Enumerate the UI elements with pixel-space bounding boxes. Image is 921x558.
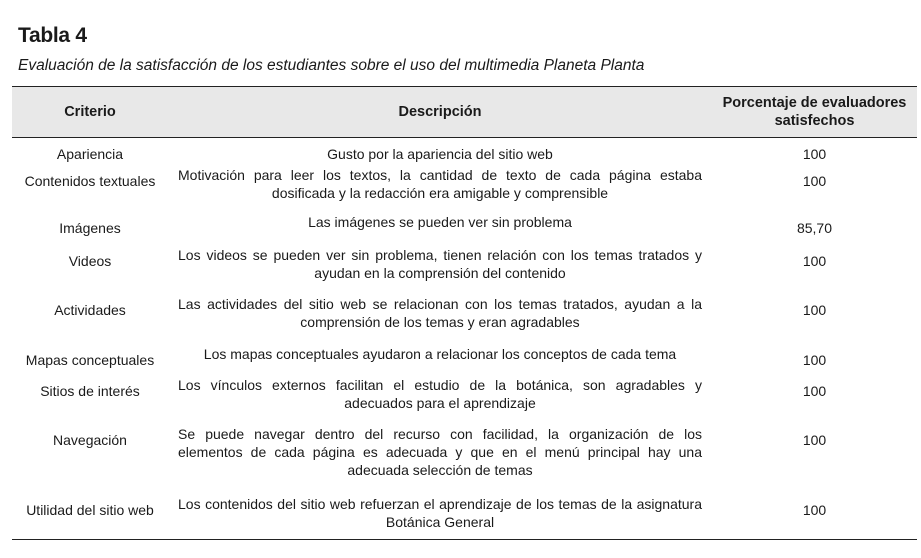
table-title: Tabla 4	[18, 24, 87, 47]
cell-criterio: Mapas conceptuales	[25, 351, 155, 368]
header-row	[12, 87, 917, 138]
table-row	[12, 425, 917, 495]
cell-criterio: Navegación	[53, 431, 127, 448]
table-row	[12, 213, 917, 246]
table-row	[12, 295, 917, 345]
cell-criterio: Imágenes	[59, 219, 121, 236]
cell-criterio: Videos	[68, 252, 112, 269]
table-row	[12, 495, 917, 540]
cell-descripcion: Las actividades del sitio web se relacionan con los temas tratados, ayudan a la comprensión de los temas y eran agradables	[178, 295, 702, 330]
cell-descripcion: Las imágenes se pueden ver sin problema	[308, 213, 572, 230]
cell-descripcion: Los mapas conceptuales ayudaron a relacionar los conceptos de cada tema	[203, 345, 677, 362]
table-row	[12, 246, 917, 295]
cell-descripcion: Los videos se pueden ver sin problema, tienen relación con los temas tratados y ayudan en la comprensión del contenido	[178, 246, 702, 281]
cell-porcentaje: 85,70	[796, 219, 833, 236]
table-row	[12, 166, 917, 213]
cell-porcentaje: 100	[802, 252, 827, 269]
cell-criterio: Apariencia	[56, 146, 124, 162]
satisfaction-table	[12, 86, 917, 540]
header-descripcion: Descripción	[398, 104, 482, 120]
cell-porcentaje: 100	[802, 431, 827, 448]
cell-porcentaje: 100	[802, 382, 827, 399]
cell-criterio: Utilidad del sitio web	[26, 501, 154, 518]
header-porcentaje: Porcentaje de evaluadores satisfechos	[722, 95, 907, 129]
cell-descripcion: Motivación para leer los textos, la cantidad de texto de cada página estaba dosificada y la redacción era amigable y comprensible	[178, 166, 702, 201]
table-row	[12, 345, 917, 376]
table-row	[12, 376, 917, 425]
cell-porcentaje: 100	[802, 301, 827, 318]
cell-criterio: Actividades	[54, 301, 126, 318]
table-body	[12, 138, 917, 540]
table-header	[12, 87, 917, 138]
table-row	[12, 138, 917, 166]
cell-criterio: Contenidos textuales	[24, 172, 156, 189]
cell-criterio: Sitios de interés	[40, 382, 140, 399]
table-caption: Evaluación de la satisfacción de los estudiantes sobre el uso del multimedia Planeta Planta	[18, 57, 645, 74]
cell-descripcion: Los contenidos del sitio web refuerzan el aprendizaje de los temas de la asignatura Botánica General	[178, 495, 702, 530]
cell-descripcion: Se puede navegar dentro del recurso con facilidad, la organización de los elementos de cada página es adecuada y que en el menú principal hay una adecuada selección de temas	[178, 425, 702, 478]
cell-porcentaje: 100	[802, 351, 827, 368]
header-criterio: Criterio	[64, 104, 116, 120]
cell-porcentaje: 100	[802, 146, 827, 162]
cell-porcentaje: 100	[802, 501, 827, 518]
cell-descripcion: Los vínculos externos facilitan el estudio de la botánica, son agradables y adecuados para el aprendizaje	[178, 376, 702, 411]
cell-porcentaje: 100	[802, 172, 827, 189]
cell-descripcion: Gusto por la apariencia del sitio web	[327, 146, 553, 162]
